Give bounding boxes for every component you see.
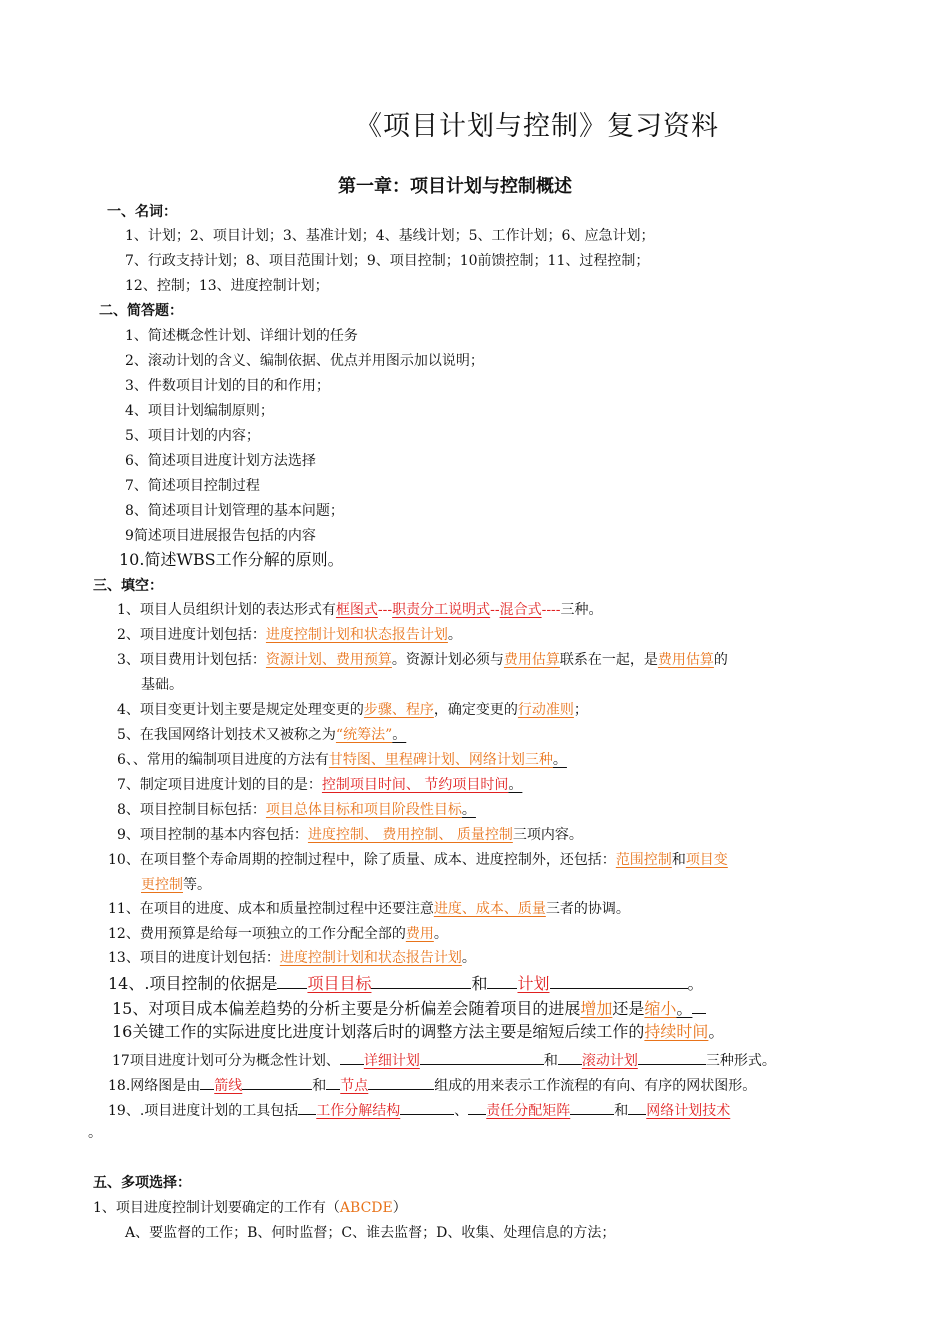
fill-q17: 17项目进度计划可分为概念性计划、 详细计划 和 滚动计划 三种形式。 [112,1048,776,1071]
short-q2: 2、滚动计划的含义、编制依据、优点并用图示加以说明； [125,353,484,369]
section-short-heading: 二、简答题： [99,303,183,319]
multi-q1: 1、项目进度控制计划要确定的工作有（ABCDE） [93,1200,407,1216]
fill-q12: 12、费用预算是给每一项独立的工作分配全部的费用。 [108,926,448,942]
short-q8: 8、简述项目计划管理的基本问题； [125,503,344,519]
terms-line-1: 1、计划；2、项目计划；3、基准计划；4、基线计划；5、工作计划；6、应急计划； [125,228,655,244]
fill-q7: 7、制定项目进度计划的目的是：控制项目时间、 节约项目时间。 [117,777,523,793]
document-title: 《项目计划与控制》复习资料 [355,111,719,142]
multi-q1-options: A、要监督的工作；B、何时监督；C、谁去监督；D、收集、处理信息的方法； [125,1225,616,1241]
short-q10: 10.简述WBS工作分解的原则。 [119,550,344,569]
section-terms-heading: 一、名词： [107,204,177,220]
fill-q10-cont: 更控制等。 [141,877,211,893]
fill-q4: 4、项目变更计划主要是规定处理变更的步骤、程序，确定变更的行动准则； [117,702,588,718]
short-q5: 5、项目计划的内容； [125,428,260,444]
fill-q10: 10、在项目整个寿命周期的控制过程中，除了质量、成本、进度控制外，还包括：范围控制和项目变 [108,852,728,868]
short-q9: 9简述项目进展报告包括的内容 [125,528,316,544]
short-q7: 7、简述项目控制过程 [125,478,260,494]
fill-q2: 2、项目进度计划包括：进度控制计划和状态报告计划。 [117,627,462,643]
terms-line-3: 12、控制；13、进度控制计划； [125,278,329,294]
short-q4: 4、项目计划编制原则； [125,403,274,419]
fill-q5: 5、在我国网络计划技术又被称之为“统筹法”。 [117,727,407,743]
short-q3: 3、件数项目计划的目的和作用； [125,378,330,394]
fill-q8: 8、项目控制目标包括：项目总体目标和项目阶段性目标。 [117,802,476,818]
terms-line-2: 7、行政支持计划；8、项目范围计划；9、项目控制；10前馈控制；11、过程控制； [125,253,650,269]
fill-q13: 13、项目的进度计划包括：进度控制计划和状态报告计划。 [108,950,476,966]
fill-q3-cont: 基础。 [141,677,183,693]
fill-q15: 15、对项目成本偏差趋势的分析主要是分析偏差会随着项目的进展增加还是缩小。 [112,997,706,1019]
fill-q19: 19、.项目进度计划的工具包括 工作分解结构 、 责任分配矩阵 和 网络计划技术 [108,1098,730,1121]
fill-q16: 16关键工作的实际进度比进度计划落后时的调整方法主要是缩短后续工作的持续时间。 [112,1022,725,1041]
fill-q9: 9、项目控制的基本内容包括：进度控制、 费用控制、 质量控制三项内容。 [117,827,583,843]
section-fill-heading: 三、填空： [93,578,163,594]
section-multi-heading: 五、多项选择： [93,1175,191,1191]
fill-q19-cont: 。 [88,1125,102,1141]
fill-q1: 1、项目人员组织计划的表达形式有框图式---职责分工说明式--混合式----三种。 [117,602,603,618]
fill-q3: 3、项目费用计划包括：资源计划、费用预算。资源计划必须与费用估算联系在一起，是费用估算的 [117,652,728,668]
fill-q6: 6、、常用的编制项目进度的方法有甘特图、里程碑计划、网络计划三种。 [117,752,567,768]
chapter-heading: 第一章：项目计划与控制概述 [338,176,572,197]
fill-q18: 18.网络图是由 箭线 和 节点 组成的用来表示工作流程的有向、有序的网状图形。 [108,1073,756,1096]
fill-q11: 11、在项目的进度、成本和质量控制过程中还要注意进度、成本、质量三者的协调。 [108,901,630,917]
short-q6: 6、简述项目进度计划方法选择 [125,453,316,469]
fill-q14: 14、.项目控制的依据是 项目目标 和 计划 。 [108,974,704,993]
short-q1: 1、简述概念性计划、详细计划的任务 [125,328,358,344]
